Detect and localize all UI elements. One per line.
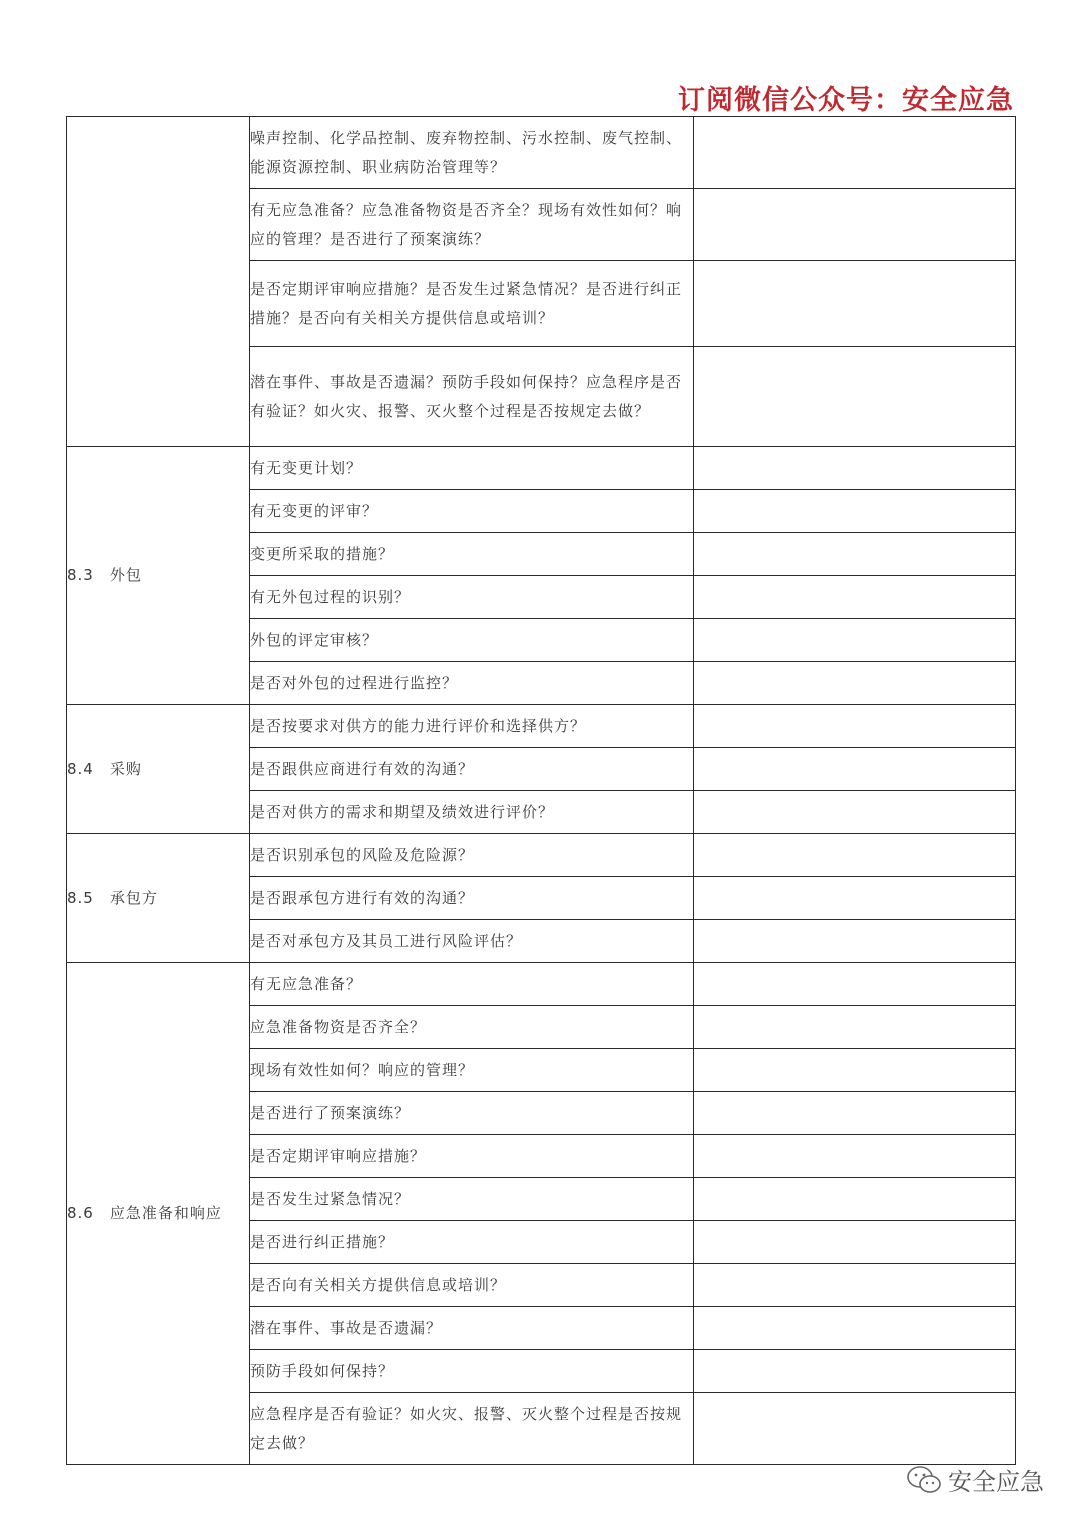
answer-cell[interactable] (694, 261, 1016, 347)
answer-cell[interactable] (694, 877, 1016, 920)
wechat-icon (906, 1465, 942, 1495)
answer-cell[interactable] (694, 662, 1016, 705)
question-cell: 是否对承包方及其员工进行风险评估？ (250, 920, 694, 963)
question-cell: 是否定期评审响应措施？ (250, 1135, 694, 1178)
answer-cell[interactable] (694, 1135, 1016, 1178)
question-cell: 是否进行纠正措施？ (250, 1221, 694, 1264)
footer-watermark (906, 1462, 1044, 1497)
clause-cell: 8.3 外包 (67, 447, 250, 705)
answer-cell[interactable] (694, 1307, 1016, 1350)
question-cell: 是否跟供应商进行有效的沟通？ (250, 748, 694, 791)
answer-cell[interactable] (694, 1006, 1016, 1049)
question-cell: 是否向有关相关方提供信息或培训？ (250, 1264, 694, 1307)
question-cell: 噪声控制、化学品控制、废弃物控制、污水控制、废气控制、能源资源控制、职业病防治管理等？ (250, 117, 694, 189)
question-cell: 现场有效性如何？响应的管理？ (250, 1049, 694, 1092)
question-cell: 潜在事件、事故是否遗漏？预防手段如何保持？应急程序是否有验证？如火灾、报警、灭火整个过程是否按规定去做？ (250, 347, 694, 447)
page-header-title: 订阅微信公众号：安全应急 (678, 85, 1014, 116)
question-cell: 潜在事件、事故是否遗漏？ (250, 1307, 694, 1350)
question-cell: 有无应急准备？应急准备物资是否齐全？现场有效性如何？响应的管理？是否进行了预案演练？ (250, 189, 694, 261)
table-row (67, 963, 1016, 1006)
answer-cell[interactable] (694, 705, 1016, 748)
answer-cell[interactable] (694, 533, 1016, 576)
answer-cell[interactable] (694, 1264, 1016, 1307)
question-cell: 是否定期评审响应措施？是否发生过紧急情况？是否进行纠正措施？是否向有关相关方提供信息或培训？ (250, 261, 694, 347)
answer-cell[interactable] (694, 1350, 1016, 1393)
answer-cell[interactable] (694, 748, 1016, 791)
table-row (67, 447, 1016, 490)
footer-label: 安全应急 (948, 1468, 1044, 1496)
table-row (67, 705, 1016, 748)
question-cell: 外包的评定审核？ (250, 619, 694, 662)
answer-cell[interactable] (694, 1221, 1016, 1264)
answer-cell[interactable] (694, 1178, 1016, 1221)
answer-cell[interactable] (694, 619, 1016, 662)
question-cell: 是否按要求对供方的能力进行评价和选择供方？ (250, 705, 694, 748)
answer-cell[interactable] (694, 963, 1016, 1006)
question-cell: 是否跟承包方进行有效的沟通？ (250, 877, 694, 920)
audit-checklist-table (66, 116, 1016, 1465)
answer-cell[interactable] (694, 447, 1016, 490)
answer-cell[interactable] (694, 189, 1016, 261)
table-row (67, 834, 1016, 877)
clause-cell: 8.4 采购 (67, 705, 250, 834)
question-cell: 是否对供方的需求和期望及绩效进行评价？ (250, 791, 694, 834)
question-cell: 有无外包过程的识别？ (250, 576, 694, 619)
question-cell: 是否对外包的过程进行监控？ (250, 662, 694, 705)
answer-cell[interactable] (694, 791, 1016, 834)
answer-cell[interactable] (694, 1049, 1016, 1092)
answer-cell[interactable] (694, 576, 1016, 619)
clause-cell: 8.5 承包方 (67, 834, 250, 963)
clause-cell (67, 117, 250, 447)
answer-cell[interactable] (694, 1393, 1016, 1465)
question-cell: 有无应急准备？ (250, 963, 694, 1006)
question-cell: 应急准备物资是否齐全？ (250, 1006, 694, 1049)
question-cell: 应急程序是否有验证？如火灾、报警、灭火整个过程是否按规定去做？ (250, 1393, 694, 1465)
answer-cell[interactable] (694, 920, 1016, 963)
clause-cell: 8.6 应急准备和响应 (67, 963, 250, 1465)
question-cell: 预防手段如何保持？ (250, 1350, 694, 1393)
answer-cell[interactable] (694, 1092, 1016, 1135)
question-cell: 是否进行了预案演练？ (250, 1092, 694, 1135)
question-cell: 有无变更计划？ (250, 447, 694, 490)
question-cell: 有无变更的评审？ (250, 490, 694, 533)
table-row (67, 117, 1016, 189)
question-cell: 是否发生过紧急情况？ (250, 1178, 694, 1221)
question-cell: 是否识别承包的风险及危险源？ (250, 834, 694, 877)
answer-cell[interactable] (694, 490, 1016, 533)
question-cell: 变更所采取的措施？ (250, 533, 694, 576)
answer-cell[interactable] (694, 117, 1016, 189)
answer-cell[interactable] (694, 834, 1016, 877)
answer-cell[interactable] (694, 347, 1016, 447)
